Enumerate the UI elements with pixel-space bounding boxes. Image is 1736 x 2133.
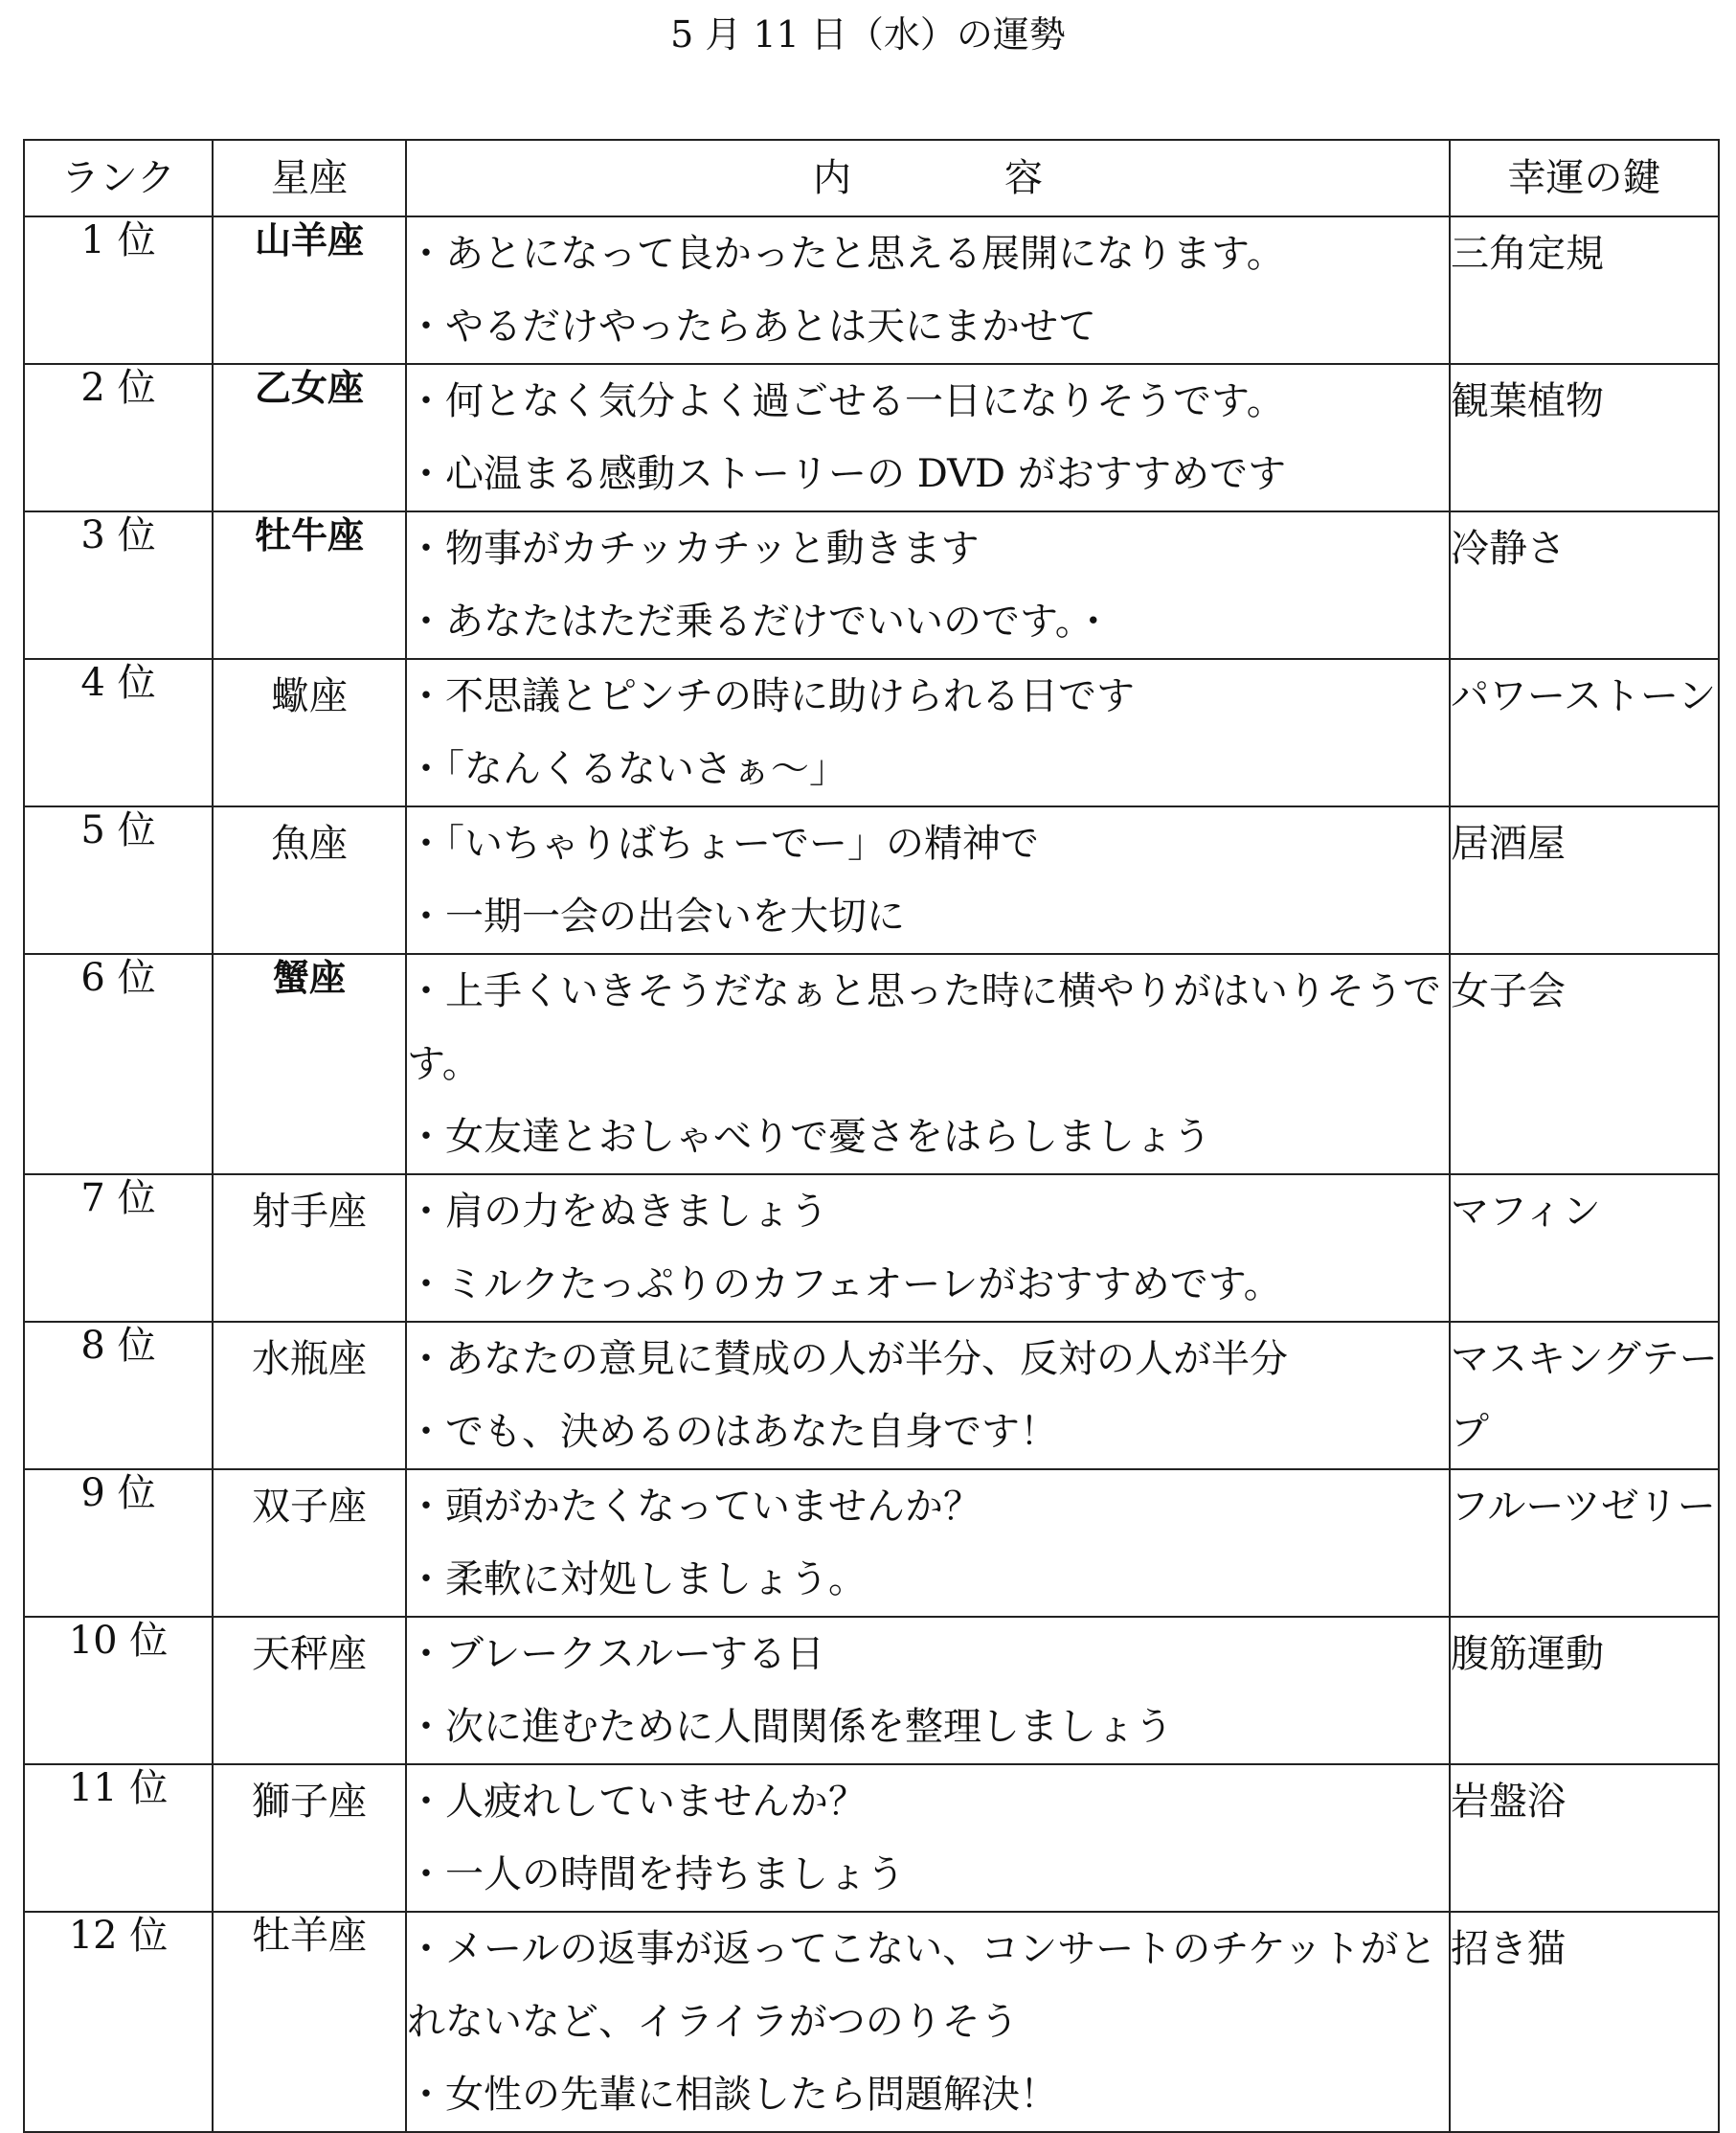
rank-cell: 10 位 (24, 1617, 213, 1764)
rank-cell: 9 位 (24, 1469, 213, 1617)
content-line: ・やるだけやったらあとは天にまかせて (407, 305, 1096, 349)
table-row (24, 216, 1719, 364)
lucky-key-cell: マフィン (1450, 1174, 1719, 1322)
content-cell (406, 364, 1450, 511)
content-line: ・「なんくるないさぁ～」 (407, 747, 847, 791)
table-row (24, 659, 1719, 806)
content-cell (406, 659, 1450, 806)
sign-cell: 蟹座 (213, 954, 406, 1174)
table-row (24, 806, 1719, 954)
content-line: ・メールの返事が返ってこない、コンサートのチケットがとれないなど、イライラがつのりそう (407, 1927, 1437, 2044)
rank-cell: 5 位 (24, 806, 213, 954)
table-row (24, 1617, 1719, 1764)
header-lucky-key: 幸運の鍵 (1450, 140, 1719, 216)
header-row (24, 140, 1719, 216)
lucky-key-cell: 居酒屋 (1450, 806, 1719, 954)
content-cell (406, 1322, 1450, 1469)
sign-cell: 獅子座 (213, 1764, 406, 1912)
lucky-key-cell: 三角定規 (1450, 216, 1719, 364)
sign-cell: 山羊座 (213, 216, 406, 364)
header-sign: 星座 (213, 140, 406, 216)
rank-cell: 2 位 (24, 364, 213, 511)
content-cell (406, 954, 1450, 1174)
lucky-key-cell: 岩盤浴 (1450, 1764, 1719, 1912)
lucky-key-cell: パワーストーン (1450, 659, 1719, 806)
content-cell (406, 806, 1450, 954)
lucky-key-cell: 腹筋運動 (1450, 1617, 1719, 1764)
table-row (24, 1174, 1719, 1322)
content-line: ・肩の力をぬきましょう (407, 1190, 828, 1234)
sign-cell: 魚座 (213, 806, 406, 954)
content-line: ・人疲れしていませんか？ (407, 1780, 867, 1824)
lucky-key-cell: 冷静さ (1450, 511, 1719, 659)
rank-cell: 1 位 (24, 216, 213, 364)
rank-cell: 12 位 (24, 1912, 213, 2132)
content-line: ・物事がカチッカチッと動きます (407, 527, 980, 571)
sign-cell: 牡羊座 (213, 1912, 406, 2132)
table-row (24, 1912, 1719, 2132)
content-cell (406, 1174, 1450, 1322)
content-line: ・何となく気分よく過ごせる一日になりそうです。 (407, 379, 1285, 423)
content-cell (406, 1617, 1450, 1764)
content-line: ・でも、決めるのはあなた自身です！ (407, 1410, 1058, 1454)
content-line: ・上手くいきそうだなぁと思った時に横やりがはいりそうです。 (407, 969, 1441, 1086)
content-line: ・不思議とピンチの時に助けられる日です (407, 674, 1135, 718)
content-cell (406, 216, 1450, 364)
sign-cell: 牡牛座 (213, 511, 406, 659)
table-row (24, 1469, 1719, 1617)
sign-cell: 射手座 (213, 1174, 406, 1322)
content-cell (406, 1469, 1450, 1617)
sign-cell: 双子座 (213, 1469, 406, 1617)
content-line: ・女性の先輩に相談したら問題解決！ (407, 2073, 1058, 2117)
table-row (24, 364, 1719, 511)
table-row (24, 954, 1719, 1174)
content-line: ・ミルクたっぷりのカフェオーレがおすすめです。 (407, 1262, 1282, 1306)
rank-cell: 11 位 (24, 1764, 213, 1912)
content-cell (406, 1912, 1450, 2132)
rank-cell: 8 位 (24, 1322, 213, 1469)
sign-cell: 蠍座 (213, 659, 406, 806)
content-line: ・ブレークスルーする日 (407, 1632, 824, 1676)
fortune-table (23, 139, 1720, 2133)
sign-cell: 天秤座 (213, 1617, 406, 1764)
header-content: 内 容 (406, 140, 1450, 216)
content-line: ・「いちゃりばちょーでー」の精神で (407, 822, 1039, 866)
table-row (24, 511, 1719, 659)
table-row (24, 1764, 1719, 1912)
content-line: ・女友達とおしゃべりで憂さをはらしましょう (407, 1115, 1211, 1159)
rank-cell: 3 位 (24, 511, 213, 659)
page-title: 5 月 11 日（水）の運勢 (670, 13, 1066, 56)
rank-cell: 4 位 (24, 659, 213, 806)
lucky-key-cell: フルーツゼリー (1450, 1469, 1719, 1617)
content-line: ・あなたはただ乗るだけでいいのです。・ (407, 600, 1113, 644)
content-line: ・次に進むために人間関係を整理しましょう (407, 1705, 1173, 1749)
rank-cell: 6 位 (24, 954, 213, 1174)
content-line: ・あとになって良かったと思える展開になります。 (407, 232, 1285, 276)
content-cell (406, 1764, 1450, 1912)
content-line: ・一人の時間を持ちましょう (407, 1852, 905, 1896)
table-row (24, 1322, 1719, 1469)
content-line: ・頭がかたくなっていませんか？ (407, 1485, 981, 1529)
header-rank: ランク (24, 140, 213, 216)
lucky-key-cell: 女子会 (1450, 954, 1719, 1174)
content-line: ・柔軟に対処しましょう。 (407, 1557, 867, 1601)
lucky-key-cell: 観葉植物 (1450, 364, 1719, 511)
sign-cell: 乙女座 (213, 364, 406, 511)
content-line: ・あなたの意見に賛成の人が半分、反対の人が半分 (407, 1337, 1288, 1381)
content-cell (406, 511, 1450, 659)
sign-cell: 水瓶座 (213, 1322, 406, 1469)
lucky-key-cell: マスキングテープ (1450, 1322, 1719, 1469)
content-line: ・心温まる感動ストーリーの DVD がおすすめです (407, 452, 1287, 496)
content-line: ・一期一会の出会いを大切に (407, 895, 905, 939)
lucky-key-cell: 招き猫 (1450, 1912, 1719, 2132)
rank-cell: 7 位 (24, 1174, 213, 1322)
